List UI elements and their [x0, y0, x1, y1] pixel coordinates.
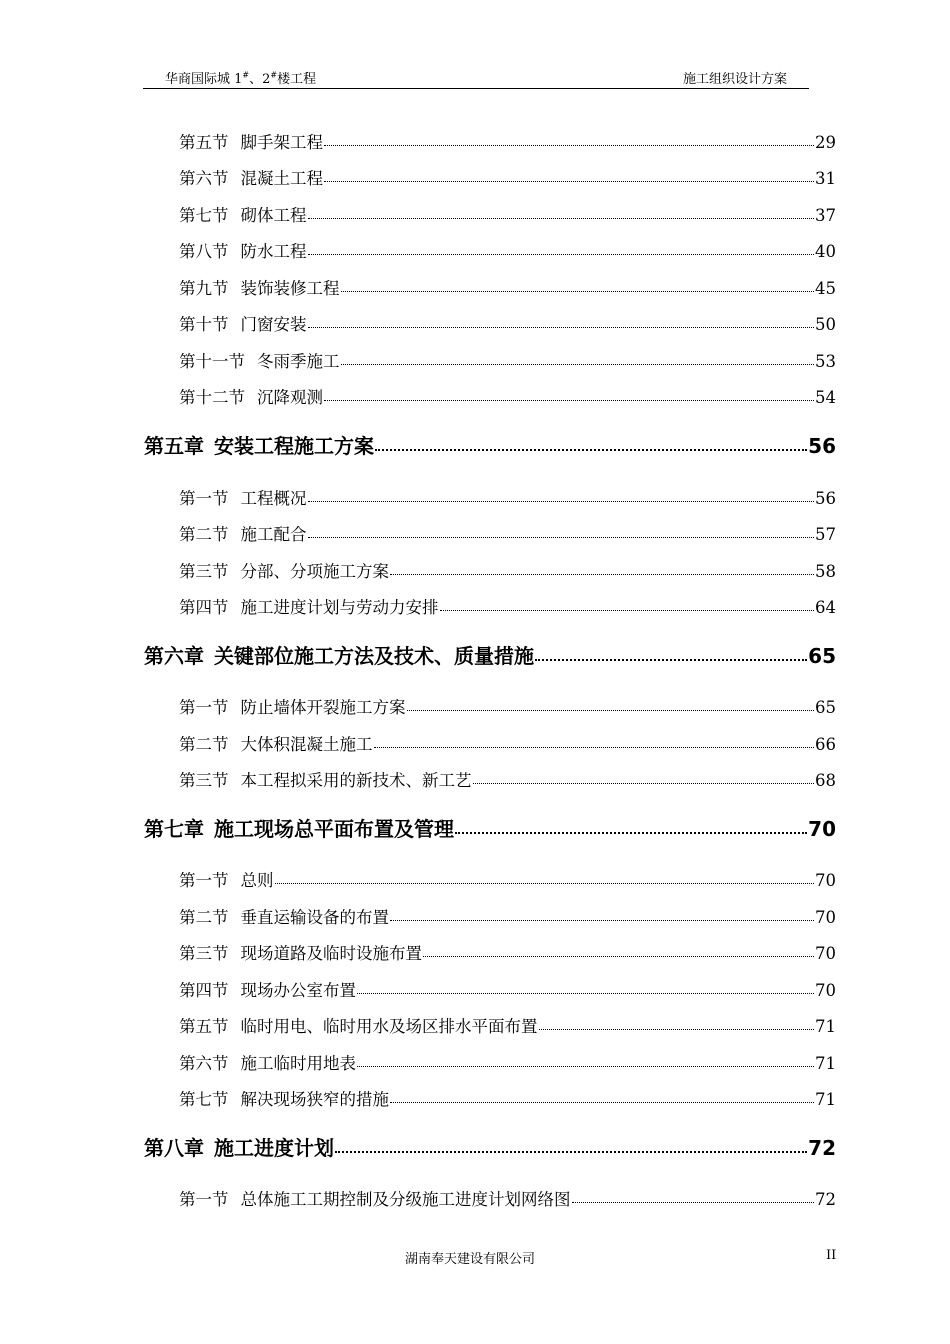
toc-entry-label [179, 311, 307, 335]
toc-page-number: 70 [815, 944, 836, 963]
toc-entry-label [179, 165, 323, 189]
toc-entry-label [179, 977, 356, 1001]
toc-entry-title: 总体施工工期控制及分级施工进度计划网络图 [240, 1190, 571, 1209]
toc-entry-number: 第十一节 [179, 352, 245, 371]
toc-dot-leader [390, 561, 814, 575]
toc-dot-leader [390, 907, 814, 921]
toc-section-entry[interactable] [179, 384, 836, 408]
toc-page-number: 71 [815, 1090, 836, 1109]
toc-section-entry[interactable] [179, 311, 836, 335]
toc-page-number: 64 [815, 598, 836, 617]
toc-page-number: 50 [815, 315, 836, 334]
toc-entry-title: 现场道路及临时设施布置 [240, 944, 422, 963]
toc-dot-leader [324, 132, 814, 146]
toc-section-entry[interactable] [179, 1086, 836, 1110]
toc-entry-title: 垂直运输设备的布置 [240, 908, 389, 927]
toc-chapter-entry[interactable] [144, 813, 836, 842]
toc-section-entry[interactable] [179, 694, 836, 718]
toc-section-entry[interactable] [179, 940, 836, 964]
toc-entry-label [179, 521, 307, 545]
toc-entry-label [179, 348, 340, 372]
toc-entry-number: 第七章 [144, 817, 204, 841]
toc-chapter-entry[interactable] [144, 430, 836, 459]
toc-dot-leader [308, 488, 815, 502]
toc-page-number: 70 [815, 871, 836, 890]
toc-page-number: 71 [815, 1054, 836, 1073]
toc-entry-number: 第十节 [179, 315, 229, 334]
toc-entry-label [179, 202, 307, 226]
toc-section-entry[interactable] [179, 348, 836, 372]
toc-dot-leader [572, 1189, 815, 1203]
toc-entry-number: 第八节 [179, 242, 229, 261]
toc-section-entry[interactable] [179, 202, 836, 226]
toc-section-entry[interactable] [179, 767, 836, 791]
toc-page-number: 70 [815, 908, 836, 927]
toc-entry-number: 第十二节 [179, 388, 245, 407]
toc-section-entry[interactable] [179, 129, 836, 153]
toc-dot-leader [473, 770, 815, 784]
toc-entry-title: 分部、分项施工方案 [240, 562, 389, 581]
toc-dot-leader [535, 643, 807, 661]
toc-dot-leader [341, 278, 815, 292]
toc-page-number: 70 [815, 981, 836, 1000]
toc-page-number: 65 [815, 698, 836, 717]
toc-section-entry[interactable] [179, 521, 836, 545]
toc-entry-title: 防水工程 [240, 242, 307, 261]
toc-entry-title: 脚手架工程 [240, 133, 323, 152]
toc-entry-title: 施工临时用地表 [240, 1054, 356, 1073]
toc-entry-label [179, 731, 373, 755]
toc-dot-leader [335, 1135, 807, 1153]
toc-entry-number: 第六节 [179, 1054, 229, 1073]
toc-dot-leader [341, 351, 815, 365]
toc-dot-leader [407, 697, 815, 711]
toc-entry-title: 现场办公室布置 [240, 981, 356, 1000]
toc-entry-label [179, 867, 274, 891]
toc-entry-title: 施工配合 [240, 525, 307, 544]
toc-section-entry[interactable] [179, 594, 836, 618]
toc-entry-number: 第一节 [179, 489, 229, 508]
toc-page-number: 54 [815, 388, 836, 407]
toc-chapter-entry[interactable] [144, 1132, 836, 1161]
toc-section-entry[interactable] [179, 1050, 836, 1074]
toc-section-entry[interactable] [179, 485, 836, 509]
toc-page-number: 56 [815, 489, 836, 508]
toc-section-entry[interactable] [179, 275, 836, 299]
toc-entry-title: 门窗安装 [240, 315, 307, 334]
toc-dot-leader [275, 870, 815, 884]
toc-entry-label [179, 1186, 571, 1210]
toc-dot-leader [308, 314, 815, 328]
toc-entry-title: 临时用电、临时用水及场区排水平面布置 [240, 1017, 538, 1036]
toc-entry-title: 施工进度计划与劳动力安排 [240, 598, 439, 617]
toc-dot-leader [440, 597, 815, 611]
toc-entry-title: 装饰装修工程 [240, 279, 340, 298]
toc-page-number: 66 [815, 735, 836, 754]
toc-entry-title: 总则 [240, 871, 274, 890]
toc-entry-label [179, 767, 472, 791]
toc-page-number: 68 [815, 771, 836, 790]
toc-dot-leader [324, 387, 814, 401]
toc-entry-label [179, 1050, 356, 1074]
toc-dot-leader [539, 1016, 815, 1030]
toc-entry-label [144, 430, 374, 459]
toc-entry-title: 解决现场狭窄的措施 [240, 1090, 389, 1109]
toc-dot-leader [374, 734, 815, 748]
toc-dot-leader [308, 205, 815, 219]
toc-section-entry[interactable] [179, 977, 836, 1001]
toc-entry-title: 冬雨季施工 [257, 352, 340, 371]
toc-entry-number: 第五节 [179, 1017, 229, 1036]
toc-entry-label [179, 384, 323, 408]
toc-section-entry[interactable] [179, 558, 836, 582]
toc-dot-leader [455, 816, 807, 834]
toc-entry-label [144, 813, 454, 842]
toc-entry-label [179, 594, 439, 618]
toc-page-number: 65 [808, 644, 836, 668]
toc-entry-number: 第一节 [179, 1190, 229, 1209]
toc-entry-label [179, 1013, 538, 1037]
toc-entry-number: 第八章 [144, 1136, 204, 1160]
toc-page-number: 53 [815, 352, 836, 371]
footer-company: 湖南奉天建设有限公司 [405, 1252, 536, 1267]
toc-entry-title: 大体积混凝土施工 [240, 735, 373, 754]
toc-page-number: 72 [815, 1190, 836, 1209]
toc-page-number: 71 [815, 1017, 836, 1036]
toc-entry-title: 施工现场总平面布置及管理 [214, 817, 454, 841]
toc-entry-number: 第二节 [179, 908, 229, 927]
toc-page-number: 37 [815, 206, 836, 225]
page-header [143, 66, 809, 89]
toc-page-number: 57 [815, 525, 836, 544]
toc-dot-leader [423, 943, 814, 957]
toc-page-number: 56 [808, 434, 836, 458]
toc-entry-number: 第六章 [144, 644, 204, 668]
toc-entry-label [179, 694, 406, 718]
toc-page-number: 29 [815, 133, 836, 152]
toc-entry-label [144, 640, 534, 669]
toc-entry-number: 第三节 [179, 562, 229, 581]
toc-entry-number: 第三节 [179, 771, 229, 790]
toc-entry-title: 本工程拟采用的新技术、新工艺 [240, 771, 472, 790]
toc-entry-number: 第六节 [179, 169, 229, 188]
toc-page-number: 58 [815, 562, 836, 581]
toc-entry-number: 第七节 [179, 1090, 229, 1109]
toc-section-entry[interactable] [179, 1186, 836, 1210]
toc-chapter-entry[interactable] [144, 640, 836, 669]
toc-entry-label [144, 1132, 334, 1161]
toc-page-number: 40 [815, 242, 836, 261]
toc-entry-number: 第五章 [144, 434, 204, 458]
toc-entry-label [179, 238, 307, 262]
toc-page-number: 31 [815, 169, 836, 188]
toc-section-entry[interactable] [179, 1013, 836, 1037]
toc-entry-title: 混凝土工程 [240, 169, 323, 188]
header-document-type: 施工组织设计方案 [682, 72, 787, 87]
toc-entry-title: 关键部位施工方法及技术、质量措施 [214, 644, 534, 668]
toc-entry-title: 安装工程施工方案 [214, 434, 374, 458]
toc-dot-leader [375, 433, 807, 451]
toc-page-number: 45 [815, 279, 836, 298]
toc-entry-number: 第七节 [179, 206, 229, 225]
toc-section-entry[interactable] [179, 867, 836, 891]
toc-page-number: 72 [808, 1136, 836, 1160]
footer-page-number: II [826, 1248, 837, 1263]
toc-entry-title: 防止墙体开裂施工方案 [240, 698, 406, 717]
toc-page-number: 70 [808, 817, 836, 841]
toc-entry-label [179, 1086, 389, 1110]
toc-entry-number: 第三节 [179, 944, 229, 963]
toc-entry-number: 第一节 [179, 698, 229, 717]
toc-entry-title: 砌体工程 [240, 206, 307, 225]
header-project-title: 华商国际城 1#、2#楼工程 [165, 70, 317, 87]
toc-entry-label [179, 129, 323, 153]
toc-section-entry[interactable] [179, 165, 836, 189]
toc-entry-label [179, 275, 340, 299]
toc-dot-leader [308, 241, 815, 255]
toc-entry-number: 第四节 [179, 598, 229, 617]
toc-entry-label [179, 558, 389, 582]
toc-entry-title: 施工进度计划 [214, 1136, 334, 1160]
toc-dot-leader [308, 524, 815, 538]
toc-entry-number: 第二节 [179, 735, 229, 754]
toc-entry-number: 第五节 [179, 133, 229, 152]
toc-dot-leader [324, 168, 814, 182]
toc-dot-leader [357, 980, 814, 994]
toc-section-entry[interactable] [179, 904, 836, 928]
toc-dot-leader [357, 1053, 814, 1067]
toc-entry-number: 第九节 [179, 279, 229, 298]
toc-entry-number: 第一节 [179, 871, 229, 890]
toc-entry-number: 第四节 [179, 981, 229, 1000]
toc-entry-title: 沉降观测 [257, 388, 323, 407]
toc-section-entry[interactable] [179, 731, 836, 755]
toc-entry-number: 第二节 [179, 525, 229, 544]
toc-section-entry[interactable] [179, 238, 836, 262]
toc-entry-label [179, 940, 422, 964]
toc-dot-leader [390, 1089, 814, 1103]
toc-entry-label [179, 904, 389, 928]
toc-entry-label [179, 485, 307, 509]
toc-entry-title: 工程概况 [240, 489, 307, 508]
